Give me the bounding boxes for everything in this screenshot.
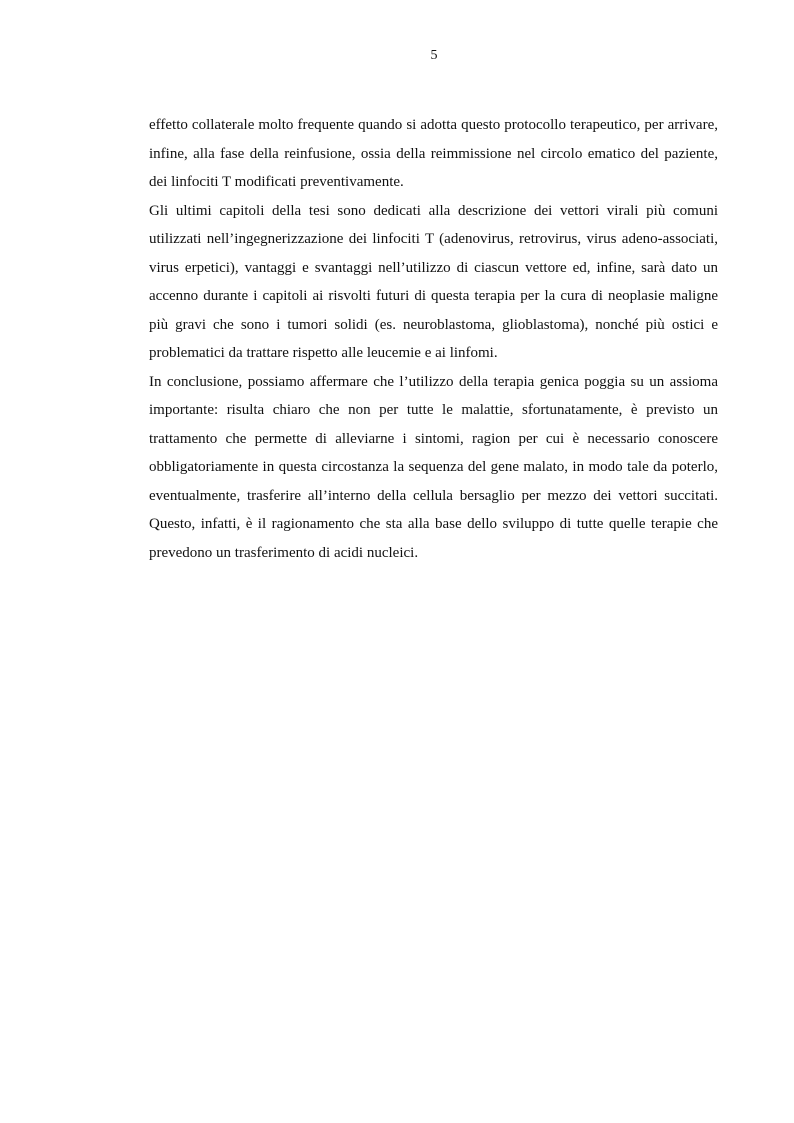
paragraph-3: In conclusione, possiamo affermare che l’utilizzo della terapia genica poggia su un assioma importante: risulta chiaro che non per tutte le malattie, sfortunatamente, è previsto un trattamento che permette di alleviarne i sintomi, ragion per cui è necessario conoscere obbligatoriamente in questa circostanza la sequenza del gene malato, in modo tale da poterlo, eventualmente, trasferire all’interno della cellula bersaglio per mezzo dei vettori succitati. Questo, infatti, è il ragionamento che sta alla base dello sviluppo di tutte quelle terapie che prevedono un trasferimento di acidi nucleici. [149,373,718,561]
page-number: 5 [430,48,438,63]
body-text [149,111,718,567]
paragraph-2: Gli ultimi capitoli della tesi sono dedicati alla descrizione dei vettori virali più comuni utilizzati nell’ingegnerizzazione dei linfociti T (adenovirus, retrovirus, virus adeno-associati, virus erpetici), vantaggi e svantaggi nell’utilizzo di ciascun vettore ed, infine, sarà dato un accenno durante i capitoli ai risvolti futuri di questa terapia per la cura di neoplasie maligne più gravi che sono i tumori solidi (es. neuroblastoma, glioblastoma), nonché più ostici e problematici da trattare rispetto alle leucemie e ai linfomi. [149,202,718,361]
paragraph-1: effetto collaterale molto frequente quando si adotta questo protocollo terapeutico, per arrivare, infine, alla fase della reinfusione, ossia della reimmissione nel circolo ematico del paziente, dei linfociti T modificati preventivamente. [149,117,718,190]
